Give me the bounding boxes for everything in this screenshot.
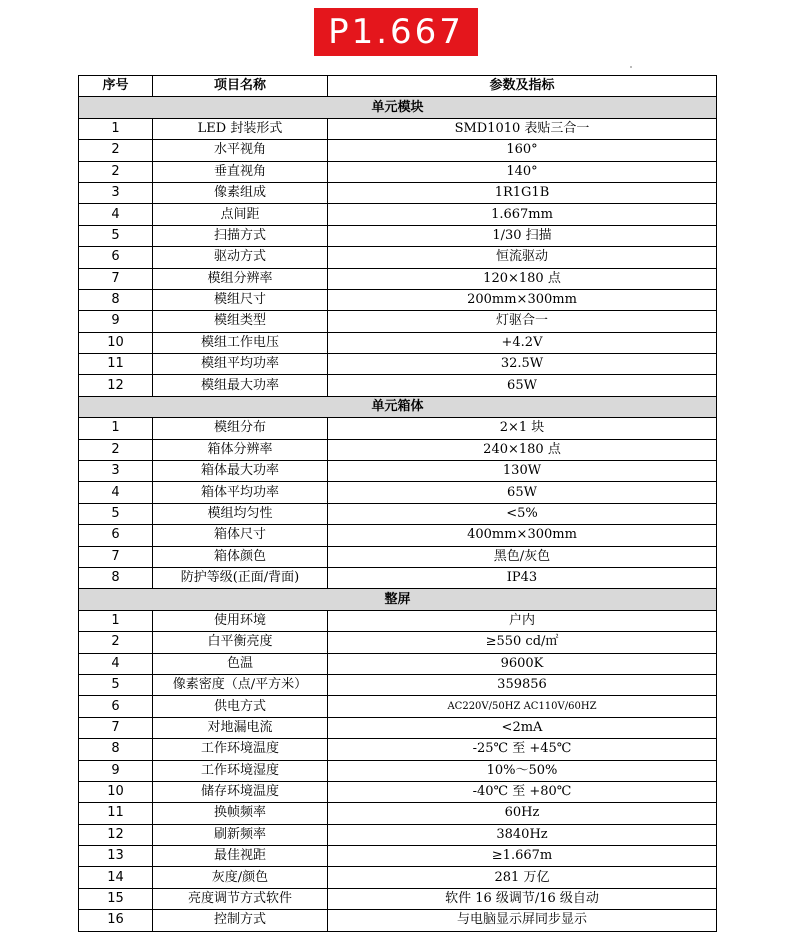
row-item-name: 模组分布 (153, 418, 328, 439)
row-number: 8 (79, 289, 153, 310)
row-item-name: 点间距 (153, 204, 328, 225)
row-value: 9600K (328, 653, 717, 674)
row-number: 5 (79, 503, 153, 524)
row-item-name: 对地漏电流 (153, 717, 328, 738)
row-number: 2 (79, 140, 153, 161)
row-value: 32.5W (328, 354, 717, 375)
row-item-name: 亮度调节方式软件 (153, 888, 328, 909)
row-number: 10 (79, 781, 153, 802)
row-item-name: 模组最大功率 (153, 375, 328, 396)
row-number: 11 (79, 354, 153, 375)
table-row (79, 140, 717, 161)
row-item-name: 扫描方式 (153, 225, 328, 246)
row-number: 8 (79, 567, 153, 588)
row-item-name: 像素组成 (153, 182, 328, 203)
table-row (79, 354, 717, 375)
row-value: 65W (328, 482, 717, 503)
table-row (79, 525, 717, 546)
row-number: 7 (79, 717, 153, 738)
row-number: 6 (79, 696, 153, 717)
table-row (79, 204, 717, 225)
row-number: 4 (79, 653, 153, 674)
row-item-name: 储存环境温度 (153, 781, 328, 802)
row-item-name: 模组平均功率 (153, 354, 328, 375)
decorative-dot (630, 66, 632, 68)
row-item-name: 白平衡亮度 (153, 632, 328, 653)
row-item-name: 箱体颜色 (153, 546, 328, 567)
row-item-name: 刷新频率 (153, 824, 328, 845)
table-body (79, 97, 717, 931)
row-item-name: 工作环境温度 (153, 739, 328, 760)
row-number: 10 (79, 332, 153, 353)
row-item-name: 最佳视距 (153, 846, 328, 867)
row-value: 1.667mm (328, 204, 717, 225)
row-item-name: 色温 (153, 653, 328, 674)
table-row (79, 225, 717, 246)
row-number: 4 (79, 482, 153, 503)
table-row (79, 439, 717, 460)
row-value: 3840Hz (328, 824, 717, 845)
row-number: 14 (79, 867, 153, 888)
row-value: <2mA (328, 717, 717, 738)
row-item-name: LED 封装形式 (153, 118, 328, 139)
row-number: 8 (79, 739, 153, 760)
row-value: 恒流驱动 (328, 247, 717, 268)
table-row (79, 610, 717, 631)
table-row (79, 653, 717, 674)
table-header-row (79, 76, 717, 97)
row-item-name: 控制方式 (153, 910, 328, 931)
row-number: 2 (79, 439, 153, 460)
header-number: 序号 (79, 76, 153, 97)
table-row (79, 268, 717, 289)
row-value: 130W (328, 461, 717, 482)
table-row (79, 567, 717, 588)
row-number: 11 (79, 803, 153, 824)
row-value: IP43 (328, 567, 717, 588)
row-item-name: 驱动方式 (153, 247, 328, 268)
row-number: 3 (79, 182, 153, 203)
row-value: AC220V/50HZ AC110V/60HZ (328, 696, 717, 717)
row-value: 1R1G1B (328, 182, 717, 203)
table-row (79, 717, 717, 738)
row-number: 2 (79, 161, 153, 182)
table-row (79, 332, 717, 353)
table-row (79, 910, 717, 931)
row-value: SMD1010 表贴三合一 (328, 118, 717, 139)
section-header-row (79, 589, 717, 610)
table-row (79, 118, 717, 139)
section-title: 整屏 (79, 589, 717, 610)
row-item-name: 箱体平均功率 (153, 482, 328, 503)
row-number: 12 (79, 824, 153, 845)
row-number: 9 (79, 760, 153, 781)
table-row (79, 375, 717, 396)
row-number: 6 (79, 525, 153, 546)
row-value: 359856 (328, 674, 717, 695)
row-item-name: 水平视角 (153, 140, 328, 161)
row-item-name: 箱体尺寸 (153, 525, 328, 546)
row-value: 2×1 块 (328, 418, 717, 439)
table-row (79, 503, 717, 524)
row-number: 4 (79, 204, 153, 225)
table-row (79, 803, 717, 824)
row-value: 200mm×300mm (328, 289, 717, 310)
row-number: 5 (79, 225, 153, 246)
row-value: 与电脑显示屏同步显示 (328, 910, 717, 931)
row-number: 1 (79, 610, 153, 631)
header-item: 项目名称 (153, 76, 328, 97)
row-item-name: 灰度/颜色 (153, 867, 328, 888)
row-value: 400mm×300mm (328, 525, 717, 546)
row-value: +4.2V (328, 332, 717, 353)
section-header-row (79, 97, 717, 118)
row-item-name: 防护等级(正面/背面) (153, 567, 328, 588)
row-number: 9 (79, 311, 153, 332)
row-value: -25℃ 至 +45℃ (328, 739, 717, 760)
row-number: 7 (79, 268, 153, 289)
section-title: 单元箱体 (79, 396, 717, 417)
row-value: 1/30 扫描 (328, 225, 717, 246)
row-item-name: 模组分辨率 (153, 268, 328, 289)
table-row (79, 888, 717, 909)
section-title: 单元模块 (79, 97, 717, 118)
row-item-name: 模组工作电压 (153, 332, 328, 353)
row-value: 10%～50% (328, 760, 717, 781)
row-value: <5% (328, 503, 717, 524)
row-value: 户内 (328, 610, 717, 631)
row-item-name: 模组均匀性 (153, 503, 328, 524)
row-value: 60Hz (328, 803, 717, 824)
table-row (79, 418, 717, 439)
row-value: 65W (328, 375, 717, 396)
row-number: 1 (79, 118, 153, 139)
row-item-name: 像素密度（点/平方米） (153, 674, 328, 695)
row-value: 140° (328, 161, 717, 182)
row-value: 灯驱合一 (328, 311, 717, 332)
row-number: 5 (79, 674, 153, 695)
table-row (79, 161, 717, 182)
section-header-row (79, 396, 717, 417)
spec-table (78, 75, 717, 932)
table-row (79, 311, 717, 332)
table-row (79, 696, 717, 717)
row-value: 黑色/灰色 (328, 546, 717, 567)
page-title: P1.667 (328, 12, 464, 52)
table-row (79, 867, 717, 888)
page-title-badge (314, 8, 478, 56)
row-value: 软件 16 级调节/16 级自动 (328, 888, 717, 909)
row-number: 12 (79, 375, 153, 396)
table-row (79, 482, 717, 503)
table-row (79, 461, 717, 482)
row-item-name: 垂直视角 (153, 161, 328, 182)
row-number: 1 (79, 418, 153, 439)
table-row (79, 247, 717, 268)
table-row (79, 760, 717, 781)
row-item-name: 箱体最大功率 (153, 461, 328, 482)
row-item-name: 箱体分辨率 (153, 439, 328, 460)
row-item-name: 使用环境 (153, 610, 328, 631)
row-value: ≥1.667m (328, 846, 717, 867)
row-value: 160° (328, 140, 717, 161)
row-item-name: 换帧频率 (153, 803, 328, 824)
row-number: 15 (79, 888, 153, 909)
row-value: 240×180 点 (328, 439, 717, 460)
row-number: 3 (79, 461, 153, 482)
row-number: 13 (79, 846, 153, 867)
table-row (79, 824, 717, 845)
row-value: ≥550 cd/㎡ (328, 632, 717, 653)
row-item-name: 模组类型 (153, 311, 328, 332)
row-number: 2 (79, 632, 153, 653)
table-row (79, 632, 717, 653)
row-value: 120×180 点 (328, 268, 717, 289)
row-item-name: 模组尺寸 (153, 289, 328, 310)
row-number: 7 (79, 546, 153, 567)
table-row (79, 182, 717, 203)
row-value: 281 万亿 (328, 867, 717, 888)
row-item-name: 工作环境湿度 (153, 760, 328, 781)
row-value: -40℃ 至 +80℃ (328, 781, 717, 802)
table-row (79, 546, 717, 567)
table-row (79, 846, 717, 867)
table-row (79, 781, 717, 802)
row-item-name: 供电方式 (153, 696, 328, 717)
row-number: 16 (79, 910, 153, 931)
row-number: 6 (79, 247, 153, 268)
table-row (79, 674, 717, 695)
table-row (79, 739, 717, 760)
table-row (79, 289, 717, 310)
header-value: 参数及指标 (328, 76, 717, 97)
